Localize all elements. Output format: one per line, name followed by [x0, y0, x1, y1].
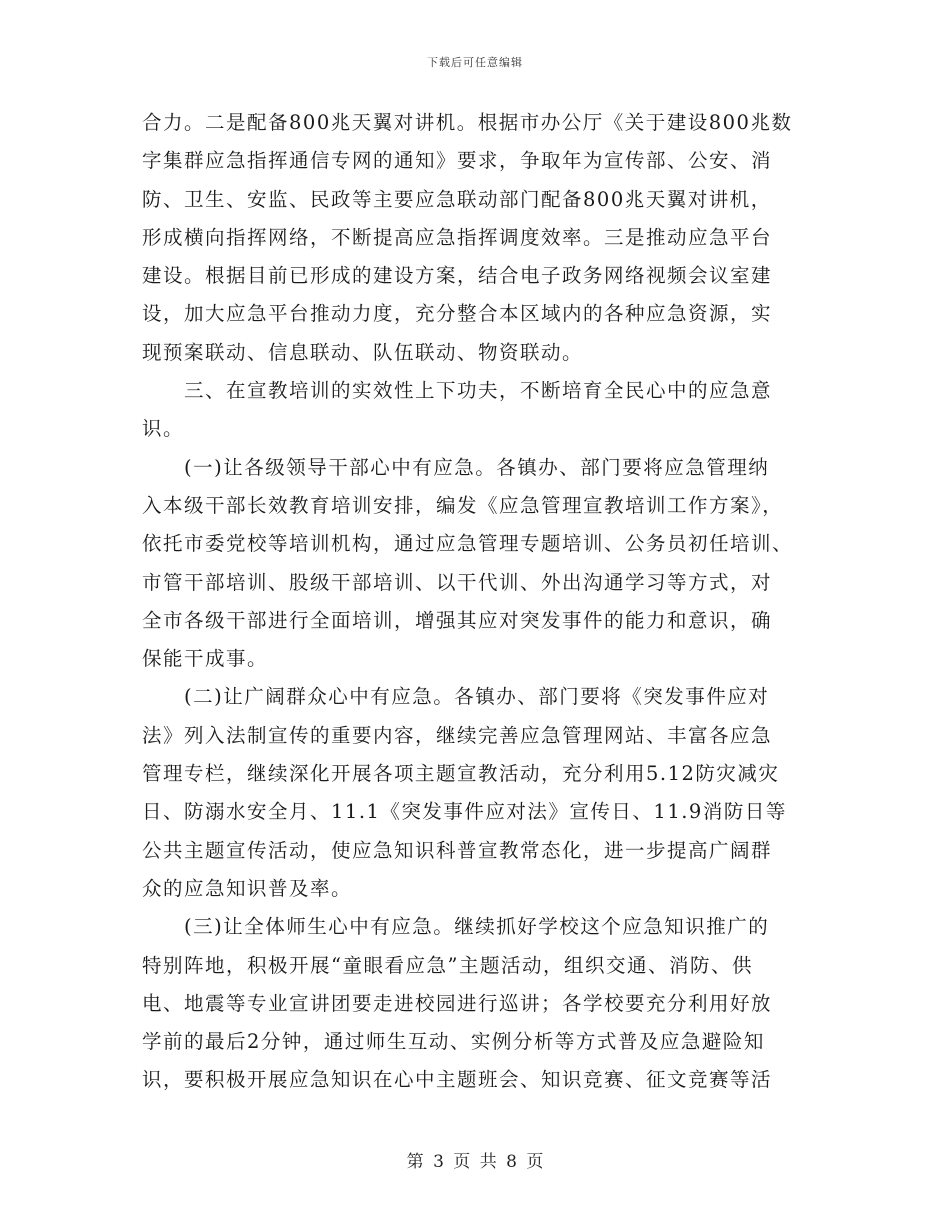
text-line: (二)让广阔群众心中有应急。各镇办、部门要将《突发事件应对 — [142, 685, 770, 709]
paragraph — [142, 104, 806, 372]
text-line: 设，加大应急平台推动力度，充分整合本区域内的各种应急资源，实 — [142, 302, 773, 326]
text-line: 学前的最后2分钟，通过师生互动、实例分析等方式普及应急避险知 — [142, 1030, 765, 1054]
text-line: 入本级干部长效教育培训安排，编发《应急管理宣教培训工作方案》， — [142, 493, 784, 517]
paragraph — [142, 678, 806, 908]
text-line: 众的应急知识普及率。 — [142, 876, 353, 900]
text-line: 市管干部培训、股级干部培训、以干代训、外出沟通学习等方式，对 — [142, 570, 773, 594]
text-line: 字集群应急指挥通信专网的通知》要求，争取年为宣传部、公安、消 — [142, 149, 773, 173]
text-line: 建设。根据目前已形成的建设方案，结合电子政务网络视频会议室建 — [142, 264, 773, 288]
text-line: 管理专栏，继续深化开展各项主题宣教活动，充分利用5.12防灾减灾 — [142, 762, 780, 786]
text-line: (一)让各级领导干部心中有应急。各镇办、部门要将应急管理纳 — [142, 455, 770, 479]
text-line: (三)让全体师生心中有应急。继续抓好学校这个应急知识推广的 — [142, 915, 770, 939]
text-line: 现预案联动、信息联动、队伍联动、物资联动。 — [142, 340, 584, 364]
text-line: 三、在宣教培训的实效性上下功夫，不断培育全民心中的应急意 — [142, 379, 773, 403]
text-line: 全市各级干部进行全面培训，增强其应对突发事件的能力和意识，确 — [142, 608, 773, 632]
paragraph — [142, 908, 806, 1099]
text-line: 特别阵地，积极开展“童眼看应急”主题活动，组织交通、消防、供 — [142, 953, 753, 977]
text-line: 电、地震等专业宣讲团要走进校园进行巡讲；各学校要充分利用好放 — [142, 991, 773, 1015]
page-footer: 第 3 页 共 8 页 — [406, 1152, 544, 1172]
text-line: 日、防溺水安全月、11.1《突发事件应对法》宣传日、11.9消防日等 — [142, 800, 787, 824]
document-body — [142, 104, 806, 1100]
text-line: 公共主题宣传活动，使应急知识科普宣教常态化，进一步提高广阔群 — [142, 838, 773, 862]
text-line: 合力。二是配备800兆天翼对讲机。根据市办公厅《关于建设800兆数 — [142, 111, 793, 134]
text-line: 识，要积极开展应急知识在心中主题班会、知识竞赛、征文竞赛等活 — [142, 1068, 773, 1092]
text-line: 依托市委党校等培训机构，通过应急管理专题培训、公务员初任培训、 — [142, 532, 794, 556]
text-line: 防、卫生、安监、民政等主要应急联动部门配备800兆天翼对讲机， — [142, 187, 772, 211]
paragraph — [142, 449, 806, 679]
text-line: 保能干成事。 — [142, 647, 269, 671]
paragraph — [142, 372, 806, 449]
page-header: 下载后可任意编辑 — [427, 56, 523, 69]
text-line: 形成横向指挥网络，不断提高应急指挥调度效率。三是推动应急平台 — [142, 225, 773, 249]
text-line: 识。 — [142, 417, 185, 441]
text-line: 法》列入法制宣传的重要内容，继续完善应急管理网站、丰富各应急 — [142, 723, 773, 747]
